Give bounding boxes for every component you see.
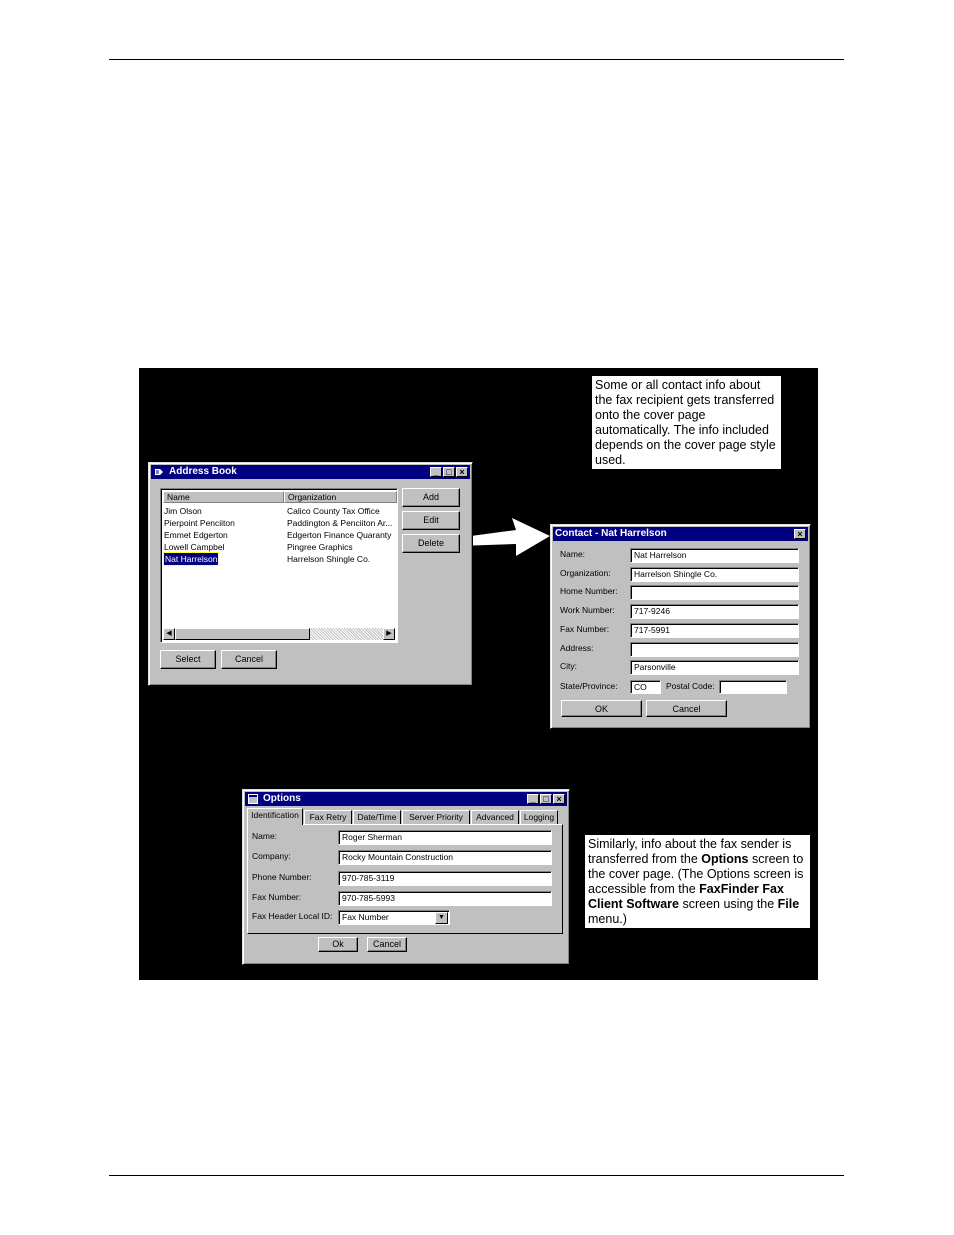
tab-identification[interactable]: Identification [247,808,303,825]
table-row-organization[interactable]: Edgerton Finance Quaranty [287,530,392,540]
contact-field-input[interactable] [630,642,799,657]
address-book-titlebar[interactable] [151,465,470,479]
contact-list[interactable] [160,488,398,643]
edit-button[interactable]: Edit [402,511,460,530]
table-row-name[interactable]: Pierpoint Penciiton [164,518,235,528]
contact-field-label: Organization: [560,567,611,578]
contact-titlebar[interactable] [553,527,808,541]
options-field-label: Company: [252,851,291,862]
contact-field-input[interactable]: Harrelson Shingle Co. [630,567,799,582]
options-field-input[interactable]: 970-785-5993 [338,891,552,906]
dropdown-arrow-icon[interactable]: ▼ [435,912,448,924]
state-field[interactable]: CO [630,680,661,694]
table-row-organization[interactable]: Pingree Graphics [287,542,353,552]
options-title: Options [263,793,301,804]
scroll-left-icon[interactable]: ◀ [163,628,175,640]
footer-rule [109,1175,844,1176]
contact-field-input[interactable]: Parsonville [630,660,799,675]
sender-callout-text-2: screen to the cover page. (The Options screen is accessible from the [588,852,804,896]
close-icon[interactable]: × [794,529,806,539]
address-book-title: Address Book [169,466,237,477]
fax-header-label: Fax Header Local ID: [252,911,333,921]
close-icon[interactable]: × [553,794,565,804]
options-titlebar[interactable] [245,792,567,806]
address-book-icon [154,467,164,477]
contact-cancel-button[interactable]: Cancel [646,700,727,717]
address-book-window [148,462,473,686]
contact-title: Contact - Nat Harrelson [555,528,667,539]
header-rule [109,59,844,60]
delete-button[interactable]: Delete [402,534,460,553]
ok-button[interactable]: OK [561,700,642,717]
options-window [242,789,570,965]
sender-callout-software: FaxFinder Fax Client Software [588,882,784,911]
contact-field-label: Home Number: [560,586,618,597]
sender-callout-text-1: Similarly, info about the fax sender is transferred from the [588,837,792,866]
options-ok-button[interactable]: Ok [318,937,358,952]
tab-logging[interactable]: Logging [520,810,558,824]
add-button[interactable]: Add [402,488,460,507]
address-book-cancel-button[interactable]: Cancel [221,650,277,669]
column-header-name[interactable]: Name [163,491,284,503]
maximize-icon[interactable]: □ [443,467,455,477]
contact-window [550,524,811,729]
table-row-organization[interactable]: Calico County Tax Office [287,506,380,516]
options-field-input[interactable]: Rocky Mountain Construction [338,850,552,865]
tab-fax-retry[interactable]: Fax Retry [304,810,352,824]
options-field-label: Fax Number: [252,891,302,902]
options-field-input[interactable]: 970-785-3119 [338,871,552,886]
sender-callout [585,835,810,928]
sender-callout-text-3: screen using the [679,897,778,911]
table-row-organization[interactable]: Paddington & Penciiton Ar... [287,518,393,528]
table-row-organization[interactable]: Harrelson Shingle Co. [287,554,371,564]
options-field-input[interactable]: Roger Sherman [338,830,552,845]
contact-field-input[interactable]: Nat Harrelson [630,548,799,563]
sender-callout-options: Options [701,852,749,866]
contact-field-label: Name: [560,549,586,559]
contact-field-input[interactable]: 717-9246 [630,604,799,619]
contact-field-input[interactable]: 717-5991 [630,623,799,638]
options-field-label: Name: [252,831,278,841]
contact-field-label: City: [560,661,577,672]
table-row-name[interactable]: Emmet Edgerton [164,530,228,540]
contact-field-label: Work Number: [560,605,615,616]
options-field-label: Phone Number: [252,871,312,882]
recipient-callout: Some or all contact info about the fax recipient gets transferred onto the cover page automatically. The info included depends on the cover page style used. [592,376,781,469]
tab-advanced[interactable]: Advanced [471,810,519,824]
select-button[interactable]: Select [160,650,216,669]
postal-field[interactable] [719,680,787,694]
fax-header-select[interactable] [338,910,450,925]
scroll-thumb[interactable] [175,628,310,640]
options-window-icon [248,794,258,804]
scroll-right-icon[interactable]: ▶ [383,628,395,640]
tab-server-priority[interactable]: Server Priority [402,810,470,824]
contact-field-input[interactable] [630,585,799,600]
close-icon[interactable]: × [456,467,468,477]
table-row-name[interactable]: Nat Harrelson [165,554,218,564]
table-row-name[interactable]: Jim Olson [164,506,202,516]
minimize-icon[interactable]: _ [430,467,442,477]
contact-field-label: Fax Number: [560,623,610,634]
contact-field-label: Address: [560,642,594,653]
minimize-icon[interactable]: _ [527,794,539,804]
fax-header-value: Fax Number [342,912,389,922]
state-label: State/Province: [560,681,618,691]
postal-label: Postal Code: [666,681,715,691]
tab-date-time[interactable]: Date/Time [353,810,401,824]
horizontal-scrollbar[interactable] [163,628,395,640]
column-header-organization[interactable]: Organization [284,491,397,503]
sender-callout-file: File [777,897,800,911]
options-cancel-button[interactable]: Cancel [367,937,407,952]
sender-callout-text-4: menu.) [588,912,627,926]
screenshot-panel [139,368,818,980]
maximize-icon[interactable]: □ [540,794,552,804]
table-row-name[interactable]: Lowell Campbel [164,542,225,552]
